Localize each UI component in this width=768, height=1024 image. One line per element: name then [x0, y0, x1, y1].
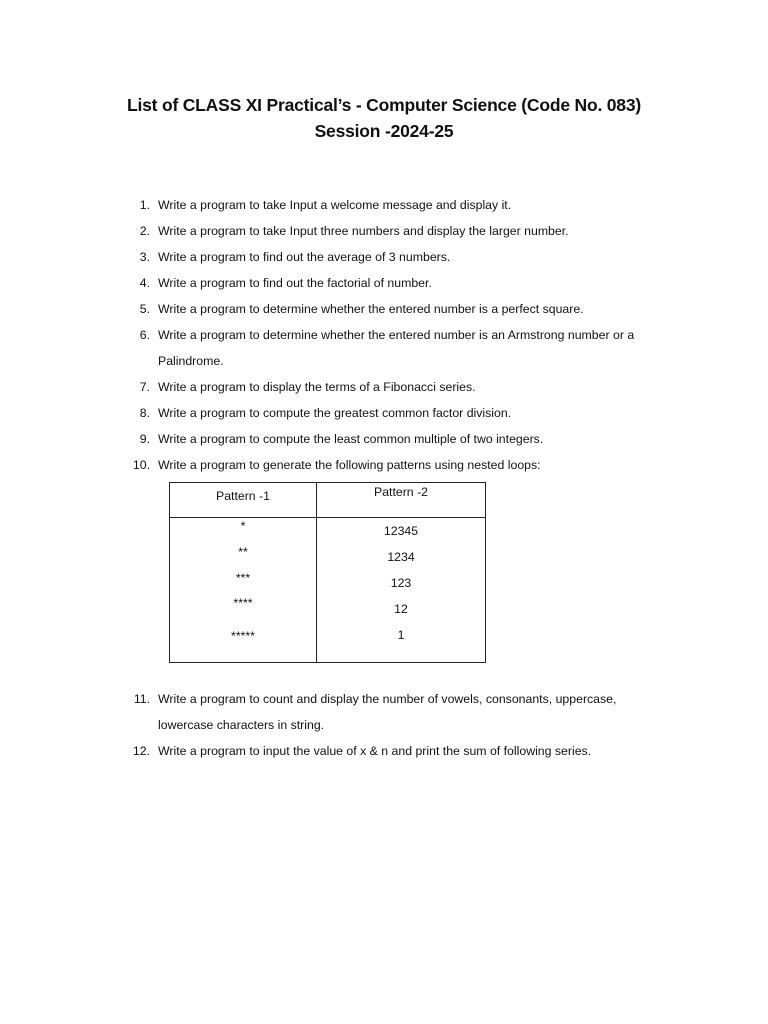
item-number: 3.	[139, 250, 150, 264]
item-number: 7.	[139, 380, 150, 394]
item-text: Write a program to generate the following patterns using nested loops:	[158, 458, 541, 472]
pattern-1-row: *	[240, 519, 246, 533]
item-text: Write a program to find out the factorial of number.	[158, 276, 432, 290]
session-subtitle: Session -2024-25	[314, 121, 454, 141]
item-number: 5.	[139, 302, 150, 316]
item-number: 2.	[139, 224, 150, 238]
item-text: Write a program to compute the least common multiple of two integers.	[158, 432, 544, 446]
pattern-1-row: ***	[235, 571, 251, 585]
item-number: 11.	[133, 692, 150, 706]
item-number: 4.	[139, 276, 150, 290]
pattern-2-row: 1	[397, 628, 405, 642]
item-number: 8.	[139, 406, 150, 420]
pattern-2-row: 123	[390, 576, 412, 590]
table-header-pattern-2: Pattern -2	[374, 485, 428, 499]
pattern-table	[169, 482, 486, 663]
document-title: List of CLASS XI Practical’s - Computer Science (Code No. 083)	[126, 95, 642, 115]
pattern-1-row: **	[238, 545, 248, 559]
item-number: 10.	[132, 458, 150, 472]
item-text: Write a program to find out the average of 3 numbers.	[158, 250, 451, 264]
item-text: Write a program to determine whether the entered number is a perfect square.	[158, 302, 584, 316]
item-text: Write a program to count and display the number of vowels, consonants, uppercase,	[158, 692, 617, 706]
table-header-pattern-1: Pattern -1	[216, 489, 270, 503]
item-text: Write a program to display the terms of a Fibonacci series.	[158, 380, 476, 394]
pattern-2-row: 1234	[387, 550, 415, 564]
pattern-1-row: ****	[233, 596, 253, 610]
item-number: 6.	[139, 328, 150, 342]
item-text: Write a program to compute the greatest common factor division.	[158, 406, 512, 420]
pattern-1-row: *****	[231, 629, 255, 643]
pattern-2-row: 12345	[383, 524, 419, 538]
item-text-continuation: Palindrome.	[158, 354, 224, 368]
item-text: Write a program to determine whether the entered number is an Armstrong number or a	[158, 328, 635, 342]
item-text: Write a program to take Input a welcome message and display it.	[158, 198, 512, 212]
item-text-continuation: lowercase characters in string.	[158, 718, 325, 732]
item-text: Write a program to take Input three numbers and display the larger number.	[158, 224, 569, 238]
pattern-2-row: 12	[394, 602, 408, 616]
item-number: 1.	[139, 198, 150, 212]
item-text: Write a program to input the value of x & n and print the sum of following series.	[158, 744, 592, 758]
item-number: 12.	[132, 744, 150, 758]
item-number: 9.	[139, 432, 150, 446]
